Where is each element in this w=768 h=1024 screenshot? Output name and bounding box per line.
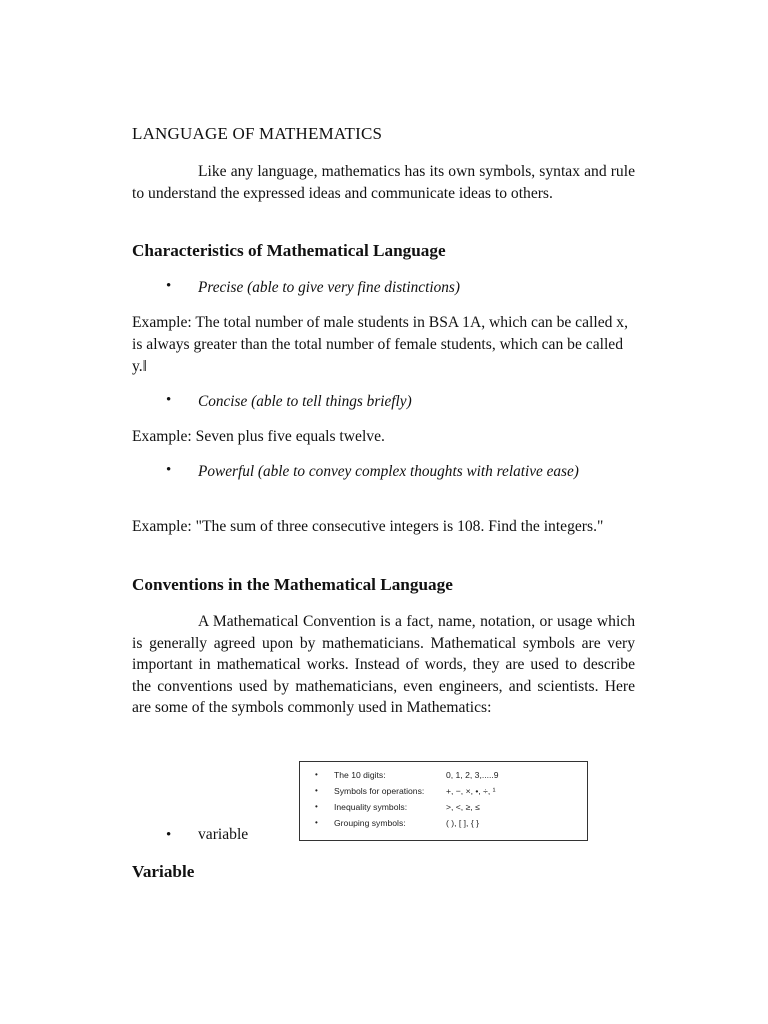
characteristic-term-concise: Concise (able to tell things briefly) <box>198 393 412 410</box>
variable-bullet-text: variable <box>198 826 249 843</box>
characteristic-term-powerful: Powerful (able to convey complex thoughts with relative ease) <box>198 463 579 480</box>
characteristic-example-precise: Example: The total number of male students in BSA 1A, which can be called x, is always greater than the total number of female students, which can be called y.‖ <box>132 314 628 375</box>
bullet-marker: • <box>315 770 318 779</box>
bullet-marker: • <box>315 786 318 795</box>
characteristic-term-precise: Precise (able to give very fine distinctions) <box>198 279 460 296</box>
symbols-row <box>300 818 587 832</box>
symbols-row-label: The 10 digits: <box>334 770 386 780</box>
conventions-text: A Mathematical Convention is a fact, name, notation, or usage which is generally agreed upon by mathematicians. Mathematical symbols are very important in mathematical works. Instead of words, they are used to describe the conventions used by mathematicians, even engineers, and scientists. Here are some of the symbols commonly used in Mathematics: <box>132 613 635 716</box>
characteristic-example-concise: Example: Seven plus five equals twelve. <box>132 428 385 445</box>
conventions-heading: Conventions in the Mathematical Language <box>132 575 453 594</box>
symbols-row <box>300 786 587 800</box>
symbols-row-value: >, <, ≥, ≤ <box>446 802 480 812</box>
bullet-marker: • <box>315 802 318 811</box>
symbols-row-label: Inequality symbols: <box>334 802 408 812</box>
characteristic-example-powerful: Example: "The sum of three consecutive integers is 108. Find the integers." <box>132 518 604 535</box>
characteristics-heading: Characteristics of Mathematical Language <box>132 241 446 260</box>
intro-text: Like any language, mathematics has its own symbols, syntax and rule to understand the expressed ideas and communicate ideas to others. <box>132 163 635 202</box>
symbols-row-value: 0, 1, 2, 3,.....9 <box>446 770 499 780</box>
bullet-marker: • <box>166 827 172 843</box>
symbols-row-value: ( ), [ ], { } <box>446 818 479 828</box>
symbols-row-value: +, −, ×, •, ÷, ¹ <box>446 786 496 796</box>
bullet-marker: • <box>315 818 318 827</box>
symbols-row <box>300 770 587 784</box>
variable-heading: Variable <box>132 862 195 881</box>
bullet-marker: • <box>166 278 172 294</box>
bullet-marker: • <box>166 462 172 478</box>
bullet-marker: • <box>166 392 172 408</box>
document-title: LANGUAGE OF MATHEMATICS <box>132 124 383 143</box>
symbols-row-label: Grouping symbols: <box>334 818 406 828</box>
symbols-row <box>300 802 587 816</box>
conventions-paragraph <box>132 611 635 719</box>
symbols-row-label: Symbols for operations: <box>334 786 425 796</box>
intro-paragraph <box>132 161 635 204</box>
symbols-table <box>299 761 588 841</box>
